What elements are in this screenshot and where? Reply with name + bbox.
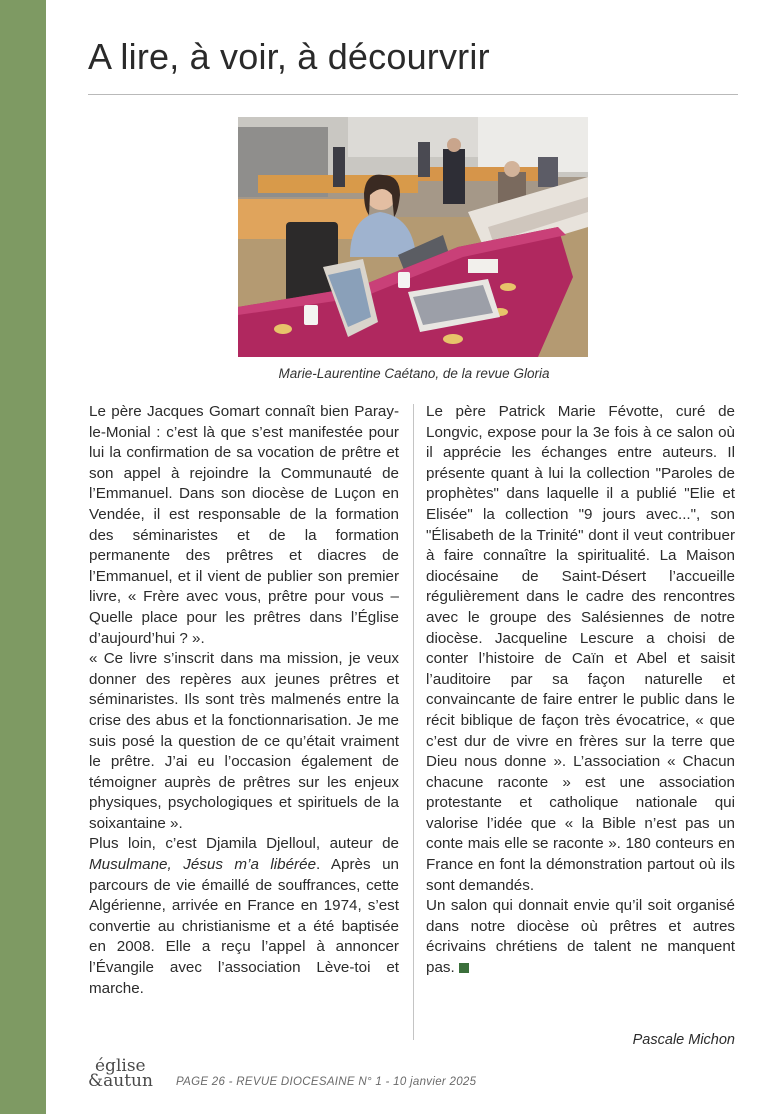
article-paragraph: Le père Patrick Marie Févotte, curé de Longvic, expose pour la 3e fois à ce salon où il apprécie les échanges entre auteurs. Il présente quant à lui la collection "Paroles de prophètes" dans laquelle il a publié "Elie et Elisée" la collection "9 jours avec...", son "Élisabeth de la Trinité" dont il veut contribuer à faire connaître la spiritualité. La Maison diocésaine de Saint-Désert l’accueille régulièrement dans le cadre des rencontres avec le groupe des Salésiennes de notre diocèse. Jacqueline Lescure a choisi de conter l’histoire de Caïn et Abel et saisit l’auditoire par sa façon naturelle et convaincante de faire entrer le public dans le récit biblique de façon très évocatrice, « que c’est dur de vivre en frères sur la terre que Dieu nous donne ». L’association « Chacun chacune raconte » est une association protestante et catholique nationale qui valorise l’idée que « la Bible n’est pas un conte mais elle se raconte ». 180 conteurs en France en font la démonstration partout où ils sont demandés.	[426, 403, 735, 894]
page-title: A lire, à voir, à décourvrir	[88, 36, 490, 77]
column-divider	[413, 404, 414, 1040]
author-signature: Pascale Michon	[632, 1032, 735, 1048]
publication-logo	[88, 1056, 153, 1091]
article-paragraph	[426, 896, 735, 978]
article-paragraph: Le père Jacques Gomart connaît bien Paray-le-Monial : c’est là que s’est manifestée pour lui la confirmation de sa vocation de prêtre et son appel à rejoindre la Communauté de l’Emmanuel. Dans son diocèse de Luçon en Vendée, il est responsable de la formation des séminaristes et de la formation permanente des prêtres et diacres de l’Emmanuel, et il vient de publier son premier livre, « Frère avec vous, prêtre pour vous – Quelle place pour les prêtres dans l’Église d’aujourd’hui ? ».	[89, 403, 399, 647]
photo-caption: Marie-Laurentine Caétano, de la revue Gloria	[278, 366, 550, 381]
end-of-article-mark	[459, 963, 469, 973]
title-rule	[88, 94, 738, 95]
event-photo	[238, 117, 588, 357]
page-footer: PAGE 26 - REVUE DIOCESAINE N° 1 - 10 janvier 2025	[176, 1076, 477, 1088]
article-left-column	[89, 402, 399, 999]
article-paragraph	[89, 834, 399, 999]
green-side-bar	[0, 0, 46, 1114]
article-paragraph: « Ce livre s’inscrit dans ma mission, je veux donner des repères aux jeunes prêtres et séminaristes. Ils sont très malmenés entre la crise des abus et la fonctionnarisation. Je me suis posé la question de ce qu’était vraiment le prêtre. J’ai eu l’occasion également de témoigner auprès de prêtres sur les enjeux physiques, psychologiques et spirituels de la soixantaine ».	[89, 650, 399, 832]
article-right-column	[426, 402, 735, 979]
paragraph-text: Plus loin, c’est Djamila Djelloul, auteur de	[89, 835, 399, 853]
logo-line-2: &autun	[88, 1071, 153, 1091]
paragraph-text: . Après un parcours de vie émaillé de souffrances, cette Algérienne, arrivée en France en 1974, s’est convertie au christianisme et a été baptisée en 2008. Elle a reçu l’appel à annoncer l’Évangile avec l’association Lève-toi et marche.	[89, 856, 399, 997]
book-title: Musulmane, Jésus m’a libérée	[89, 856, 317, 874]
paragraph-text: Un salon qui donnait envie qu’il soit organisé dans notre diocèse où prêtres et autres écrivains chrétiens de talent ne manquent pas.	[426, 897, 735, 977]
logo-line-1: église	[95, 1056, 146, 1076]
